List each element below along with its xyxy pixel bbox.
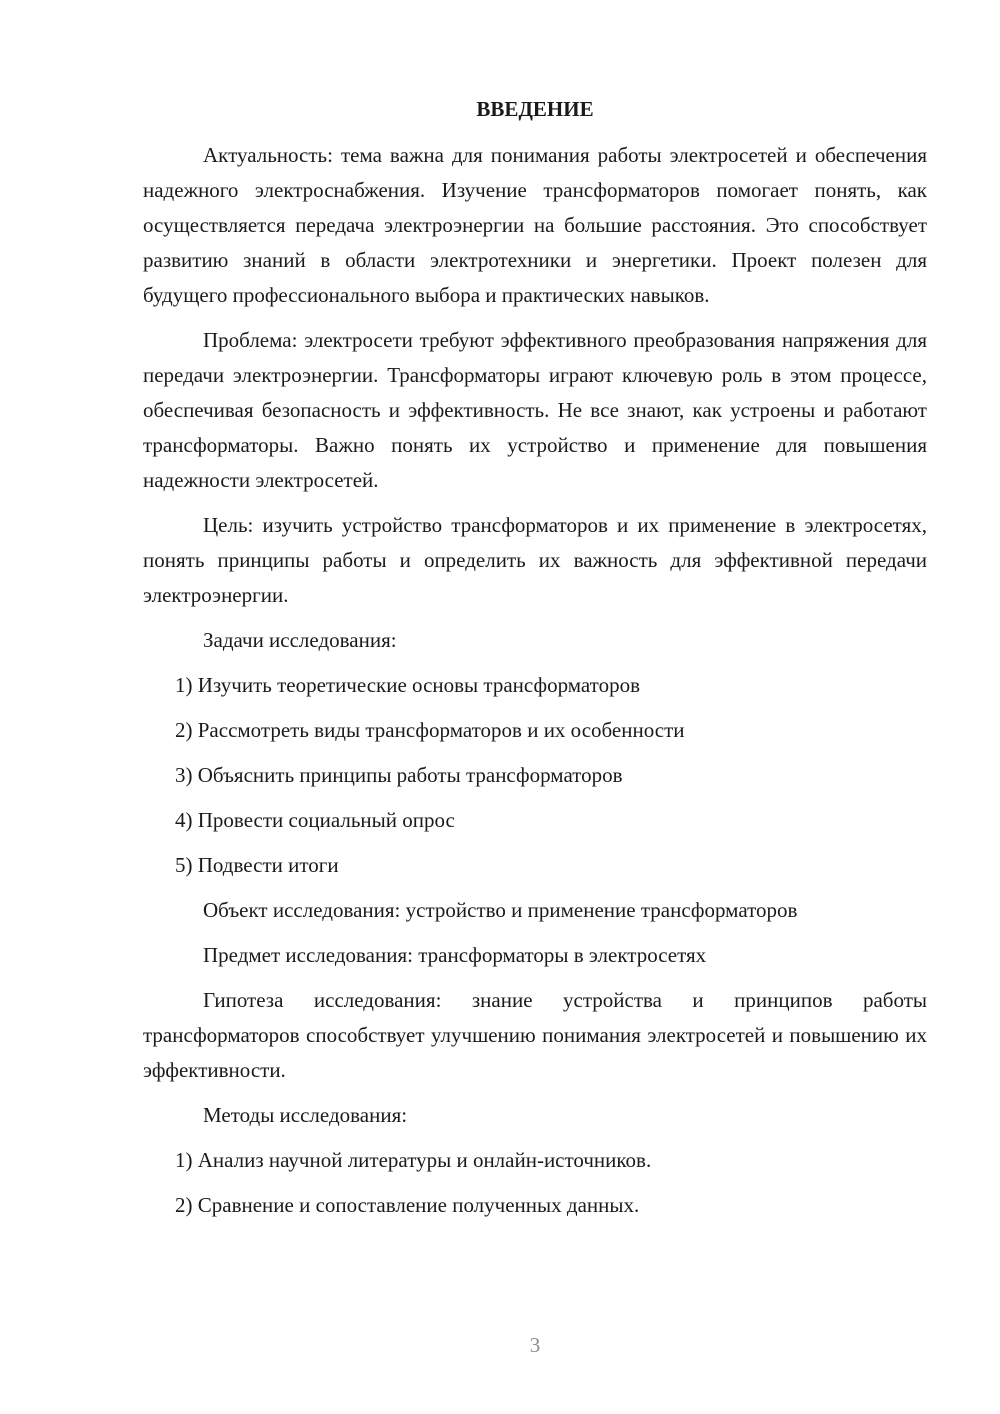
method-item: 2) Сравнение и сопоставление полученных данных. xyxy=(175,1193,640,1217)
research-subject: Предмет исследования: трансформаторы в электросетях xyxy=(203,943,707,967)
research-object: Объект исследования: устройство и применение трансформаторов xyxy=(203,898,798,922)
task-item: 1) Изучить теоретические основы трансформаторов xyxy=(175,673,640,697)
task-item: 2) Рассмотреть виды трансформаторов и их особенности xyxy=(175,718,685,742)
tasks-heading: Задачи исследования: xyxy=(203,628,397,652)
methods-list xyxy=(143,1143,927,1223)
problem-paragraph: Проблема: электросети требуют эффективного преобразования напряжения для передачи электроэнергии. Трансформаторы играют ключевую роль в этом процессе, обеспечивая безопасность и эффективность. Не все знают, как устроены и работают трансформаторы. Важно понять их устройство и применение для повышения надежности электросетей. xyxy=(143,328,927,492)
page-number: 3 xyxy=(529,1333,541,1357)
task-item: 5) Подвести итоги xyxy=(175,853,339,877)
document-page xyxy=(143,90,927,1233)
relevance-paragraph: Актуальность: тема важна для понимания работы электросетей и обеспечения надежного электроснабжения. Изучение трансформаторов помогает понять, как осуществляется передача электроэнергии на большие расстояния. Это способствует развитию знаний в области электротехники и энергетики. Проект полезен для будущего профессионального выбора и практических навыков. xyxy=(143,143,927,307)
methods-heading: Методы исследования: xyxy=(203,1103,408,1127)
task-item: 4) Провести социальный опрос xyxy=(175,808,455,832)
page-title: ВВЕДЕНИЕ xyxy=(476,97,594,121)
method-item: 1) Анализ научной литературы и онлайн-источников. xyxy=(175,1148,652,1172)
goal-paragraph: Цель: изучить устройство трансформаторов и их применение в электросетях, понять принципы работы и определить их важность для эффективной передачи электроэнергии. xyxy=(143,513,927,607)
tasks-list xyxy=(143,668,927,883)
task-item: 3) Объяснить принципы работы трансформаторов xyxy=(175,763,623,787)
hypothesis-paragraph: Гипотеза исследования: знание устройства и принципов работы трансформаторов способствует улучшению понимания электросетей и повышению их эффективности. xyxy=(143,988,927,1082)
